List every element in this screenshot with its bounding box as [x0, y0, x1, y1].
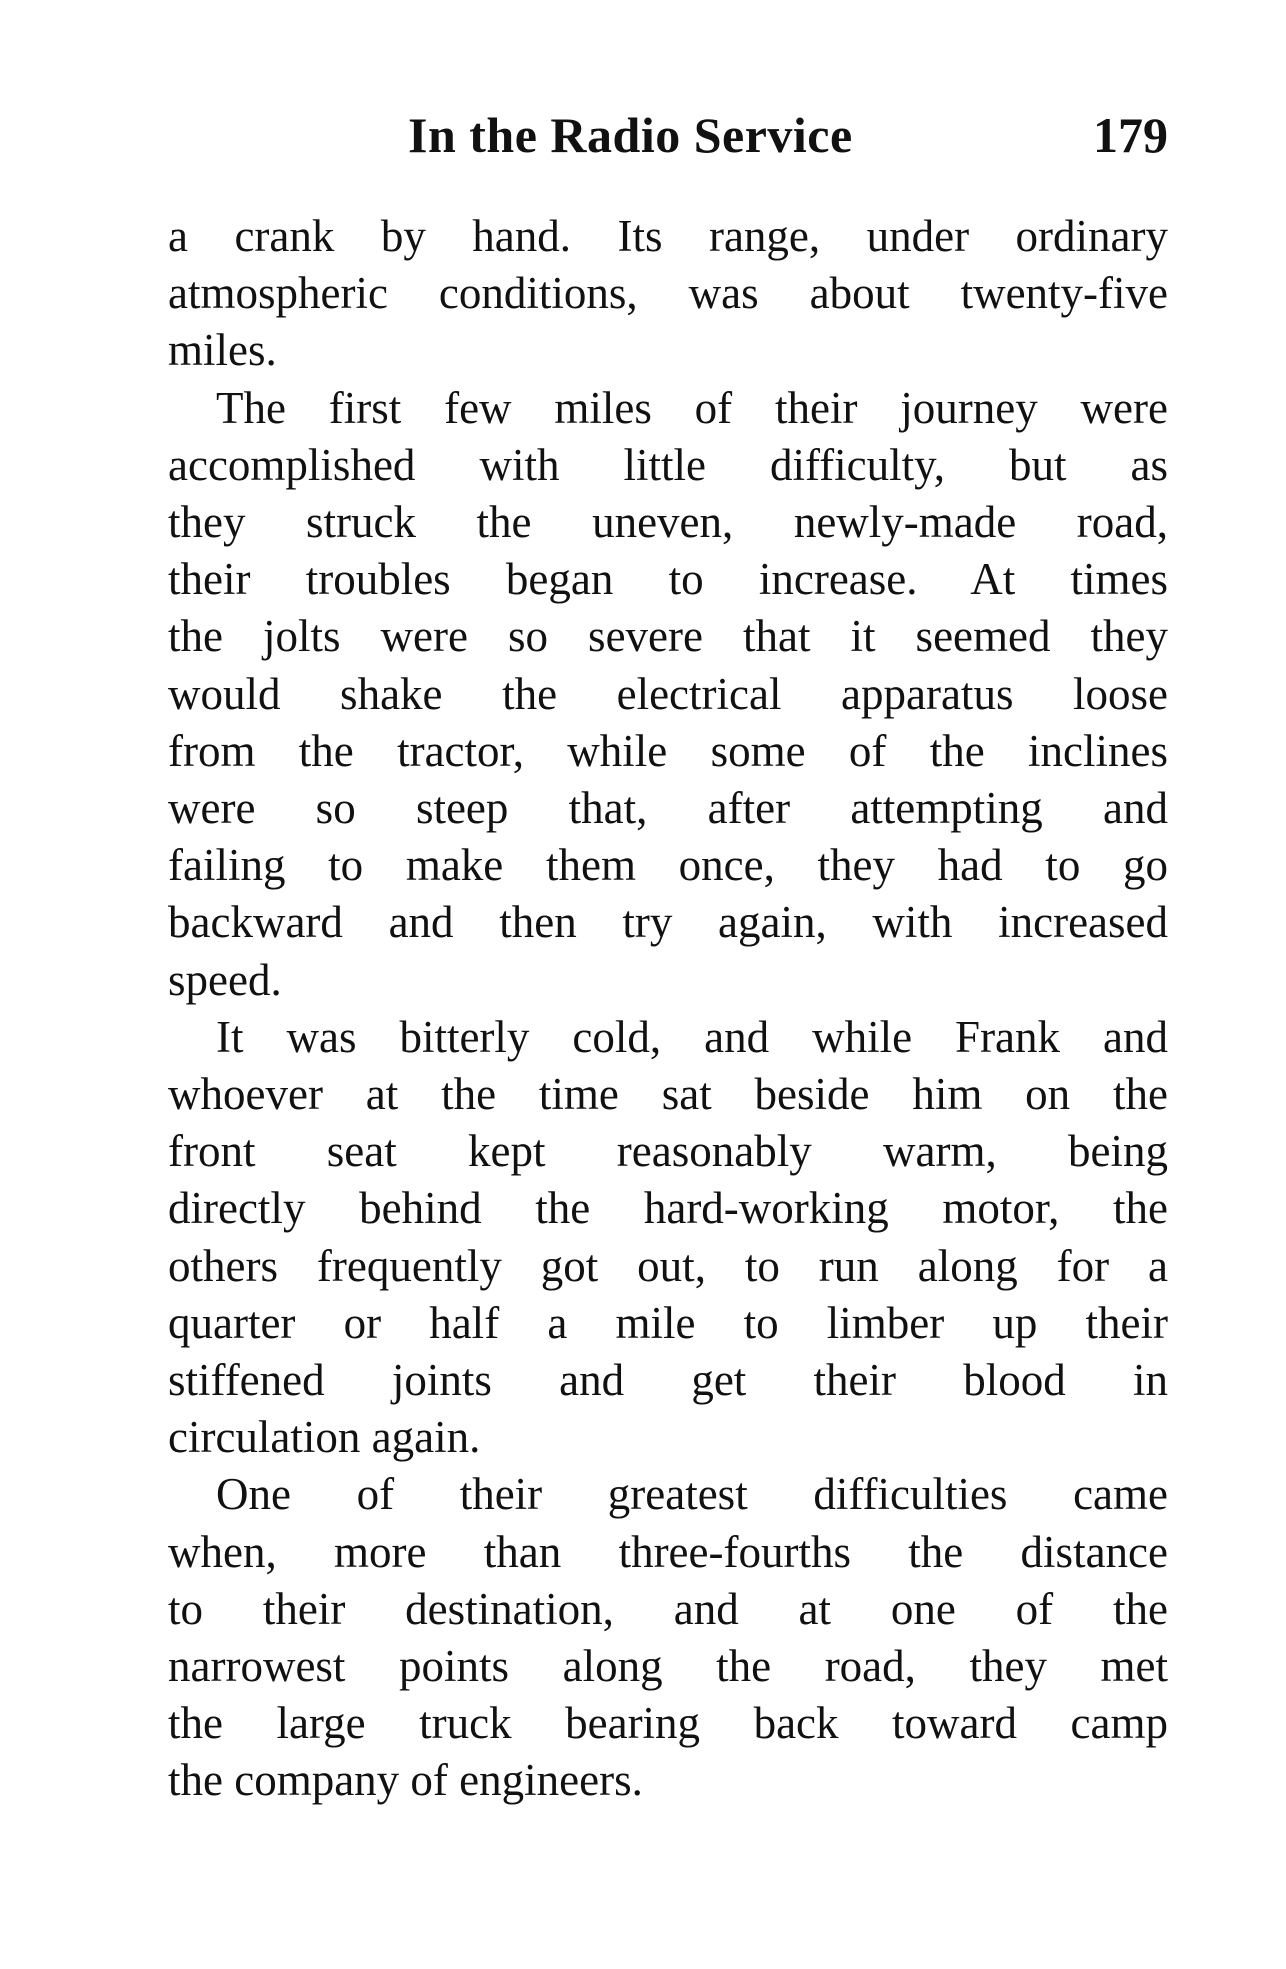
text-line: miles. — [168, 325, 277, 376]
text-line: they struck the uneven, newly-made road, — [168, 497, 1168, 548]
text-line: their troubles began to increase. At times — [168, 554, 1168, 605]
text-line: narrowest points along the road, they met — [168, 1641, 1168, 1692]
text-line: to their destination, and at one of the — [168, 1583, 1168, 1634]
body-text — [168, 208, 1168, 1810]
page-header — [168, 100, 1168, 170]
paragraph-2 — [168, 380, 1168, 1009]
paragraph-1 — [168, 208, 1168, 380]
text-line: accomplished with little difficulty, but as — [168, 439, 1168, 490]
text-line: backward and then try again, with increased — [168, 897, 1168, 948]
paragraph-3 — [168, 1009, 1168, 1467]
text-line: the jolts were so severe that it seemed they — [168, 611, 1168, 662]
text-line: circulation again. — [168, 1412, 481, 1463]
text-line: would shake the electrical apparatus loose — [168, 668, 1168, 719]
text-line: from the tractor, while some of the inclines — [168, 725, 1168, 776]
text-line: atmospheric conditions, was about twenty-five — [168, 268, 1168, 319]
text-line: others frequently got out, to run along for a — [168, 1240, 1168, 1291]
text-line: quarter or half a mile to limber up their — [168, 1297, 1168, 1348]
text-line: It was bitterly cold, and while Frank and — [216, 1011, 1168, 1062]
text-line: failing to make them once, they had to go — [168, 840, 1168, 891]
text-line: the large truck bearing back toward camp — [168, 1698, 1168, 1749]
paragraph-4 — [168, 1466, 1168, 1809]
text-line: speed. — [168, 954, 282, 1005]
text-line: directly behind the hard-working motor, the — [168, 1183, 1168, 1234]
text-line: the company of engineers. — [168, 1755, 643, 1806]
text-line: when, more than three-fourths the distance — [168, 1526, 1168, 1577]
text-line: front seat kept reasonably warm, being — [168, 1126, 1168, 1177]
text-line: One of their greatest difficulties came — [216, 1469, 1168, 1520]
running-title: In the Radio Service — [408, 107, 853, 163]
text-line: whoever at the time sat beside him on the — [168, 1069, 1168, 1120]
text-line: The first few miles of their journey were — [216, 382, 1168, 433]
text-line: stiffened joints and get their blood in — [168, 1355, 1168, 1406]
text-line: were so steep that, after attempting and — [168, 783, 1168, 834]
page-number: 179 — [1093, 107, 1168, 163]
text-line: a crank by hand. Its range, under ordinary — [168, 211, 1168, 261]
